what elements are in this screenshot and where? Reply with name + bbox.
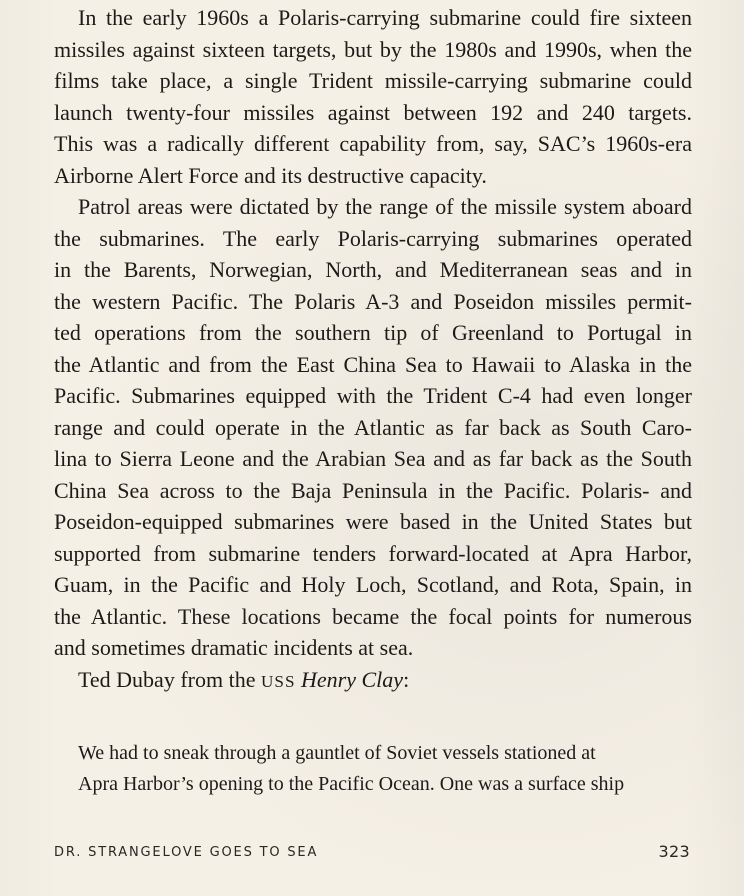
quote-line: We had to sneak through a gauntlet of Soviet vessels stationed at [78,742,596,764]
ship-name: Henry Clay [301,666,404,692]
text-line: in the Barents, Norwegian, North, and Mediterranean seas and in [54,257,692,282]
quote-line: Apra Harbor’s opening to the Pacific Ocean. One was a surface ship [78,773,625,795]
paragraph-1 [54,2,692,191]
text-line: the Atlantic and from the East China Sea to Hawaii to Alaska in the [54,351,692,377]
text-line: the submarines. The early Polaris-carrying submarines operated [54,225,692,251]
text-line: In the early 1960s a Polaris-carrying submarine could fire sixteen [78,5,692,30]
text-line: Guam, in the Pacific and Holy Loch, Scotland, and Rota, Spain, in [54,572,692,597]
text-line: Airborne Alert Force and its destructive capacity. [54,162,487,188]
text-line: films take place, a single Trident missile-carrying submarine could [54,68,692,93]
text-line: range and could operate in the Atlantic as far back as South Caro- [54,414,692,440]
quote-introduction [54,664,692,698]
text-line: Pacific. Submarines equipped with the Trident C-4 had even longer [54,383,692,408]
text-line: supported from submarine tenders forward-located at Apra Harbor, [54,540,692,566]
text-line: missiles against sixteen targets, but by the 1980s and 1990s, when the [54,36,692,62]
uss-abbreviation: USS [260,671,296,691]
text-line: Patrol areas were dictated by the range of the missile system aboard [78,194,692,219]
text-line: Poseidon-equipped submarines were based in the United States but [54,509,692,534]
text-line: China Sea across to the Baja Peninsula in the Pacific. Polaris- and [54,477,692,503]
body-text [54,2,692,697]
text-line: the western Pacific. The Polaris A-3 and Poseidon missiles permit- [54,288,692,314]
text-line: launch twenty-four missiles against between 192 and 240 targets. [54,99,692,125]
page-number: 323 [658,842,690,861]
text-line: This was a radically different capability from, say, SAC’s 1960s-era [54,131,692,156]
text-line: lina to Sierra Leone and the Arabian Sea and as far back as the South [54,446,692,471]
paragraph-2 [54,191,692,664]
block-quote [78,738,692,800]
intro-suffix: : [403,666,410,692]
running-head: DR. STRANGELOVE GOES TO SEA [54,845,319,860]
intro-prefix: Ted Dubay from the [78,666,261,692]
text-line: ted operations from the southern tip of Greenland to Portugal in [54,320,692,345]
text-line: the Atlantic. These locations became the focal points for numerous [54,603,692,629]
text-line: and sometimes dramatic incidents at sea. [54,635,414,660]
